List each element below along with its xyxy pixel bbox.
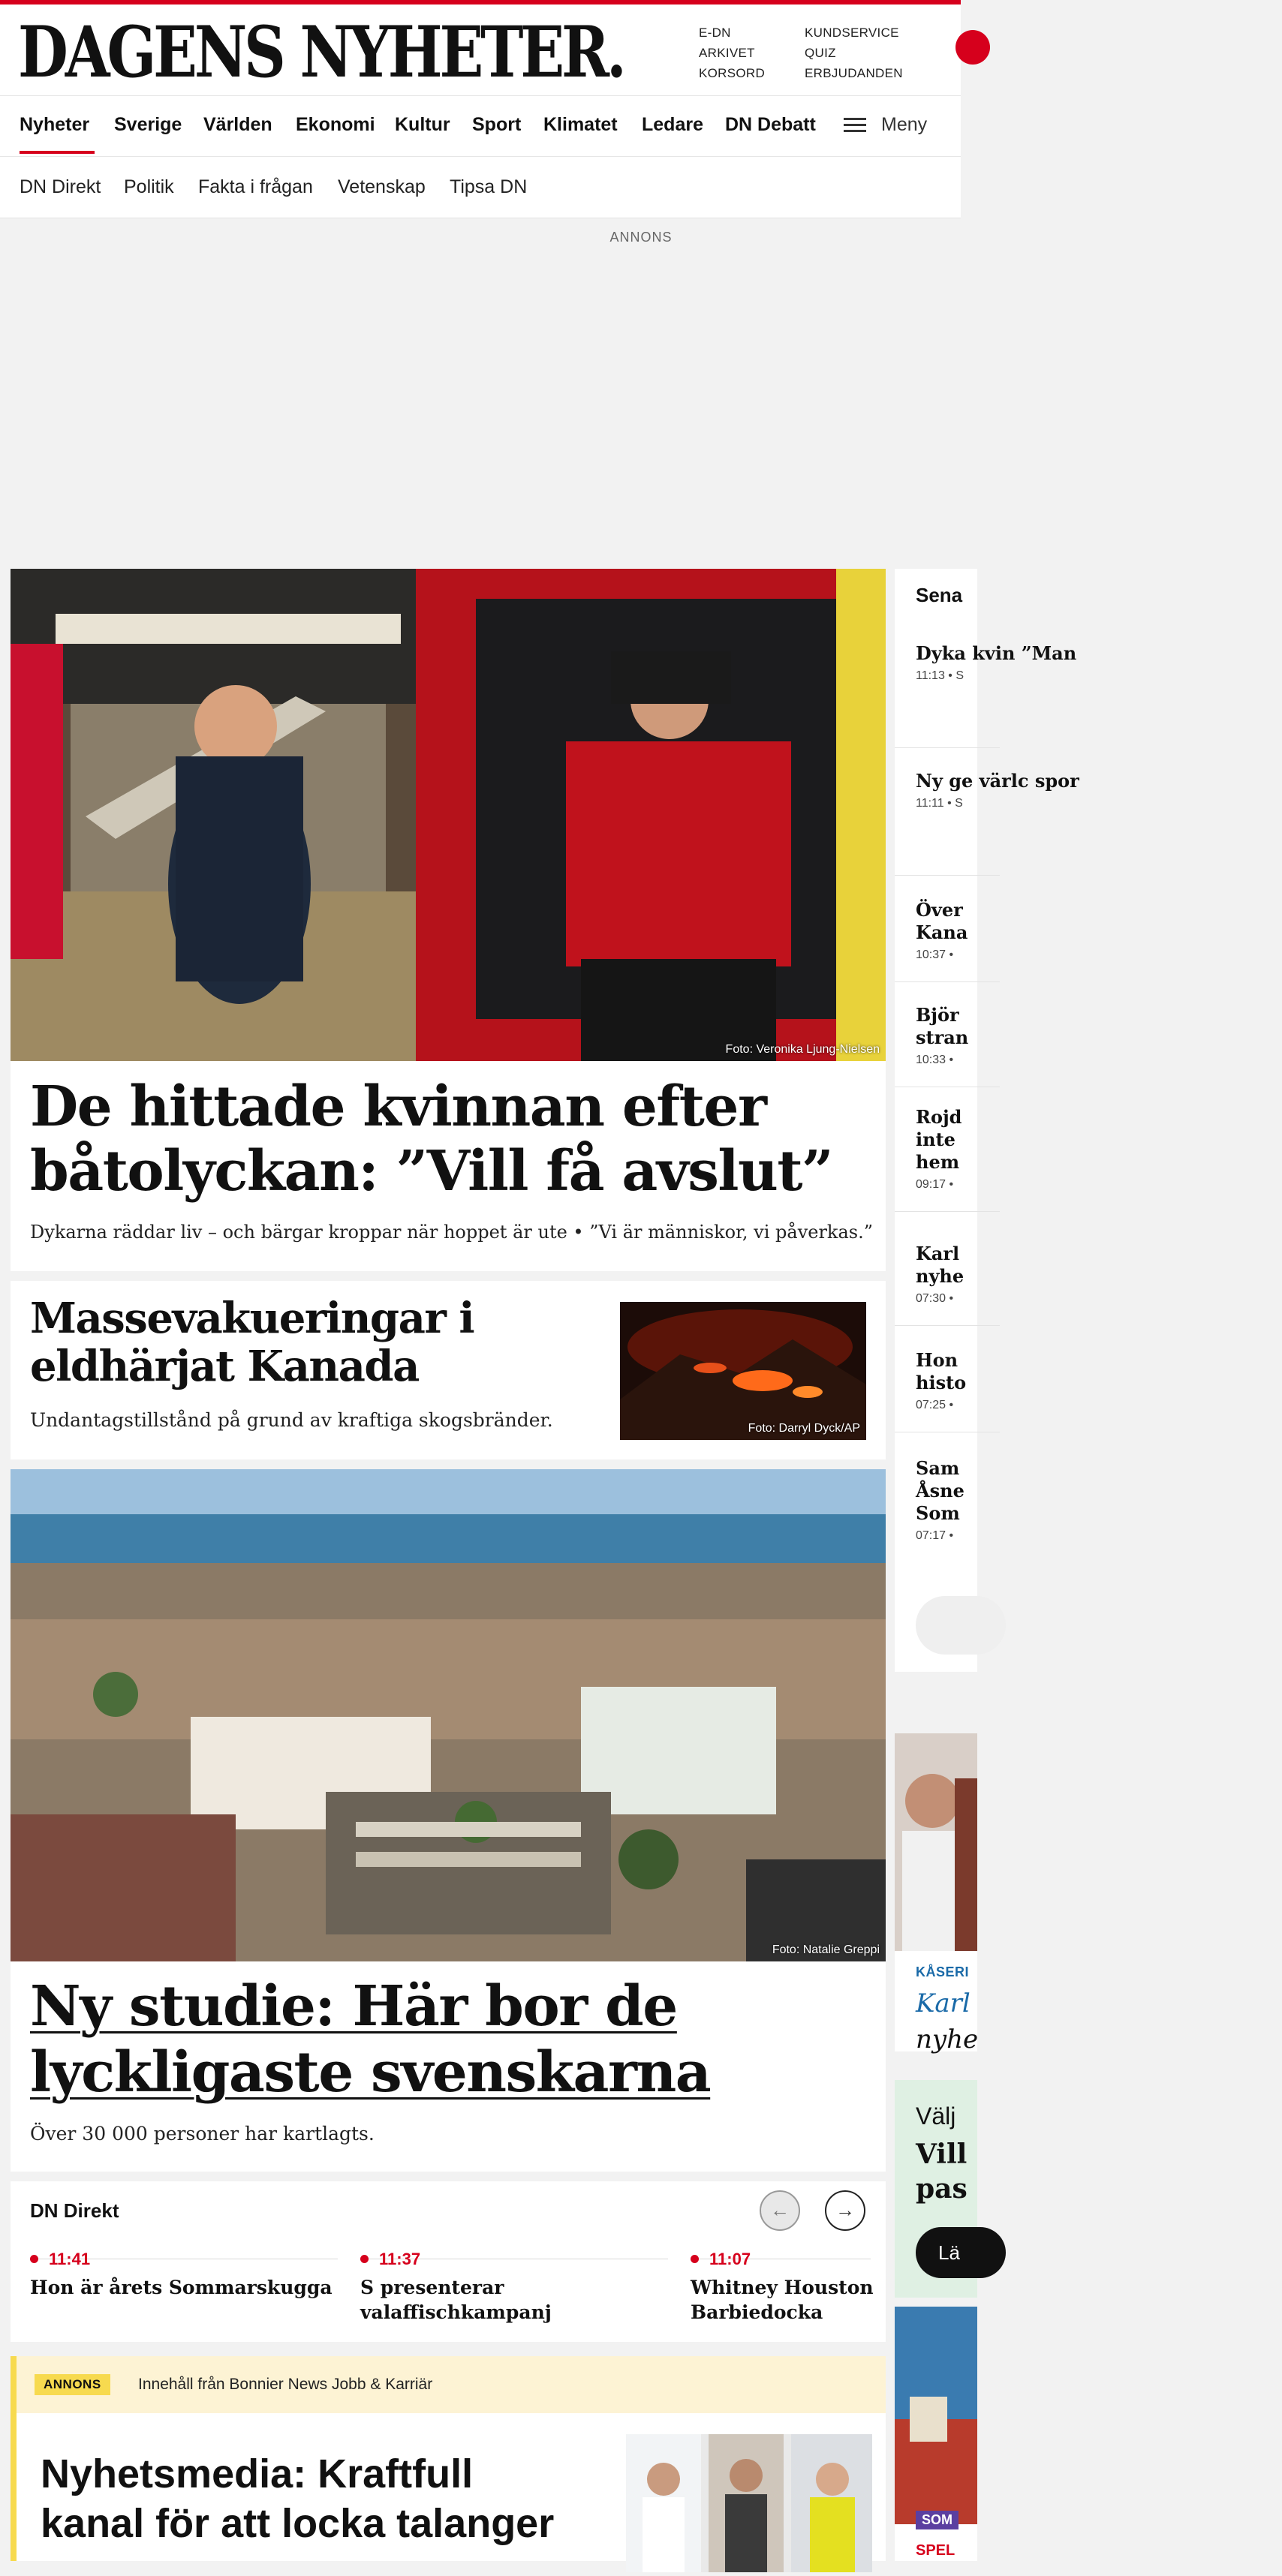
- nav-item-nyheter[interactable]: Nyheter: [20, 114, 90, 135]
- utility-link-korsord[interactable]: KORSORD: [699, 66, 766, 80]
- direkt-item-headline[interactable]: Whitney Houston Barbiedocka: [691, 2277, 874, 2323]
- utility-link-erbjudanden[interactable]: ERBJUDANDEN: [805, 66, 903, 80]
- lead-article-card[interactable]: [11, 569, 886, 1271]
- latest-item-title[interactable]: Hon histo: [916, 1349, 967, 1393]
- divider: [895, 1325, 1000, 1326]
- utility-link-edn[interactable]: E-DN: [699, 26, 731, 40]
- study-article-card[interactable]: [11, 1469, 886, 2172]
- ad-label: ANNONS: [609, 230, 673, 245]
- sponsored-photo-illustration: [626, 2434, 872, 2572]
- kaseri-title-italic[interactable]: Karl: [916, 1988, 971, 2018]
- latest-item-title[interactable]: Dyka kvin ”Man: [916, 642, 1077, 664]
- account-button[interactable]: [955, 30, 990, 65]
- kaseri-card[interactable]: [895, 1733, 979, 2054]
- site-header: [0, 5, 961, 95]
- latest-item-meta: 09:17 •: [916, 1178, 954, 1191]
- latest-news-sidebar: [895, 569, 1079, 1672]
- latest-news-item[interactable]: [916, 1243, 1141, 1306]
- sponsored-photo[interactable]: [626, 2434, 872, 2572]
- nav-item-ledare[interactable]: Ledare: [642, 114, 703, 135]
- sponsored-card[interactable]: [11, 2356, 886, 2561]
- menu-button[interactable]: [844, 113, 927, 137]
- nav-item-ekonomi[interactable]: Ekonomi: [296, 114, 375, 135]
- show-more-button[interactable]: [916, 1596, 1006, 1655]
- latest-item-title[interactable]: Rojd inte hem: [916, 1106, 962, 1173]
- kaseri-label: KÅSERI: [916, 1964, 970, 1979]
- utility-links-1: [699, 23, 765, 83]
- dn-direkt-title[interactable]: DN Direkt: [30, 2199, 119, 2222]
- subnav-politik[interactable]: Politik: [124, 176, 174, 197]
- subnav-dn-direkt[interactable]: DN Direkt: [20, 176, 101, 197]
- divider: [895, 1211, 1000, 1212]
- latest-news-item[interactable]: [916, 1457, 1141, 1543]
- promo-line-2: Vill: [916, 2139, 968, 2170]
- latest-item-meta: 11:13 • S: [916, 669, 965, 682]
- site-logo[interactable]: DAGENS NYHETER.: [18, 11, 624, 94]
- study-photo-illustration: [11, 1469, 886, 1961]
- latest-news-item[interactable]: [916, 770, 1141, 810]
- direkt-item-time: 11:37: [379, 2250, 421, 2268]
- utility-links-2: [805, 23, 903, 83]
- study-article-photo[interactable]: [11, 1469, 886, 1961]
- study-article-summary: Över 30 000 personer har kartlagts.: [30, 2123, 375, 2145]
- subnav-vetenskap[interactable]: Vetenskap: [338, 176, 426, 197]
- latest-news-item[interactable]: [916, 1349, 1141, 1412]
- kanada-article-headline[interactable]: Massevakueringar i eldhärjat Kanada: [30, 1294, 474, 1391]
- hamburger-icon: [844, 118, 866, 133]
- subnav-fakta[interactable]: Fakta i frågan: [198, 176, 313, 197]
- kaseri-photo: [895, 1733, 977, 1951]
- sponsored-badge: ANNONS: [35, 2374, 110, 2395]
- game-badge: SOM: [916, 2511, 958, 2529]
- latest-item-title[interactable]: Björ stran: [916, 1004, 969, 1048]
- nav-active-indicator: [20, 151, 95, 154]
- kanada-article-card[interactable]: [11, 1281, 886, 1459]
- menu-label: Meny: [881, 114, 928, 135]
- divider: [895, 875, 1000, 876]
- arrow-right-icon: →: [835, 2199, 855, 2221]
- latest-item-title[interactable]: Över Kana: [916, 899, 968, 943]
- promo-button[interactable]: Lä: [916, 2227, 1006, 2278]
- direkt-item-time: 11:07: [709, 2250, 751, 2268]
- lead-photo-credit: Foto: Veronika Ljung-Nielsen: [725, 1043, 880, 1056]
- utility-link-quiz[interactable]: QUIZ: [805, 46, 836, 60]
- latest-item-meta: 07:17 •: [916, 1529, 954, 1542]
- latest-item-title[interactable]: Sam Åsne Som: [916, 1457, 965, 1524]
- latest-news-item[interactable]: [916, 1004, 1141, 1067]
- subnav-tipsa[interactable]: Tipsa DN: [450, 176, 528, 197]
- secondary-nav: [0, 157, 961, 218]
- latest-news-item[interactable]: [916, 1106, 1141, 1192]
- promo-card[interactable]: [895, 2080, 977, 2298]
- utility-link-arkivet[interactable]: ARKIVET: [699, 46, 755, 60]
- divider: [895, 981, 1000, 982]
- study-article-headline[interactable]: Ny studie: Här bor de lyckligaste svenskarna: [30, 1974, 711, 2105]
- latest-item-meta: 10:33 •: [916, 1054, 954, 1066]
- direkt-item-headline[interactable]: S presenterar valaffischkampanj: [360, 2277, 552, 2323]
- kanada-photo-illustration: [620, 1302, 866, 1440]
- latest-item-title[interactable]: Karl nyhe: [916, 1243, 965, 1287]
- direkt-item-headline[interactable]: Hon är årets Sommarskugga: [30, 2277, 333, 2298]
- live-dot-icon: [360, 2255, 369, 2263]
- latest-news-item[interactable]: [916, 642, 1141, 683]
- latest-item-meta: 07:30 •: [916, 1292, 954, 1305]
- latest-item-meta: 11:11 • S: [916, 797, 963, 810]
- direkt-item-time: 11:41: [49, 2250, 91, 2268]
- lead-article-photo[interactable]: [11, 569, 886, 1061]
- lead-article-headline[interactable]: De hittade kvinnan efter båtolyckan: ”Vill få avslut”: [30, 1075, 833, 1204]
- sidebar-more-area: [895, 1580, 977, 1670]
- nav-item-kultur[interactable]: Kultur: [395, 114, 450, 135]
- promo-line-3: pas: [916, 2173, 968, 2205]
- latest-item-meta: 07:25 •: [916, 1399, 954, 1411]
- divider: [895, 747, 1000, 748]
- nav-item-sverige[interactable]: Sverige: [114, 114, 182, 135]
- utility-link-kundservice[interactable]: KUNDSERVICE: [805, 26, 899, 40]
- sponsored-headline[interactable]: Nyhetsmedia: Kraftfull kanal för att locka talanger: [41, 2451, 555, 2546]
- nav-item-klimatet[interactable]: Klimatet: [543, 114, 618, 135]
- kanada-photo-credit: Foto: Darryl Dyck/AP: [748, 1422, 860, 1435]
- nav-item-varlden[interactable]: Världen: [203, 114, 272, 135]
- nav-item-dn-debatt[interactable]: DN Debatt: [725, 114, 816, 135]
- direkt-prev-button[interactable]: [760, 2190, 800, 2231]
- kanada-article-photo[interactable]: [620, 1302, 866, 1440]
- primary-nav: [0, 95, 961, 157]
- kanada-article-summary: Undantagstillstånd på grund av kraftiga skogsbränder.: [30, 1409, 553, 1431]
- latest-item-title[interactable]: Ny ge värlc spor: [916, 770, 1079, 792]
- arrow-left-icon: ←: [770, 2199, 790, 2221]
- lead-article-summary: Dykarna räddar liv – och bärgar kroppar när hoppet är ute • ”Vi är människor, vi påverkas.”: [30, 1222, 873, 1243]
- latest-item-meta: 10:37 •: [916, 948, 954, 961]
- kaseri-title-rest[interactable]: nyhe: [916, 2024, 979, 2054]
- direkt-next-button[interactable]: [825, 2190, 865, 2231]
- nav-item-sport[interactable]: Sport: [472, 114, 522, 135]
- live-dot-icon: [30, 2255, 38, 2263]
- game-photo: [895, 2307, 977, 2524]
- study-photo-credit: Foto: Natalie Greppi: [772, 1943, 880, 1956]
- game-label: SPEL: [916, 2542, 955, 2559]
- lead-photo-illustration: [11, 569, 886, 1061]
- game-card[interactable]: [895, 2307, 977, 2561]
- promo-line-1: Välj: [916, 2103, 956, 2130]
- sponsored-source: Innehåll från Bonnier News Jobb & Karriär: [138, 2376, 433, 2393]
- latest-news-item[interactable]: [916, 899, 1141, 962]
- live-dot-icon: [691, 2255, 699, 2263]
- latest-news-title: Sena: [916, 584, 963, 606]
